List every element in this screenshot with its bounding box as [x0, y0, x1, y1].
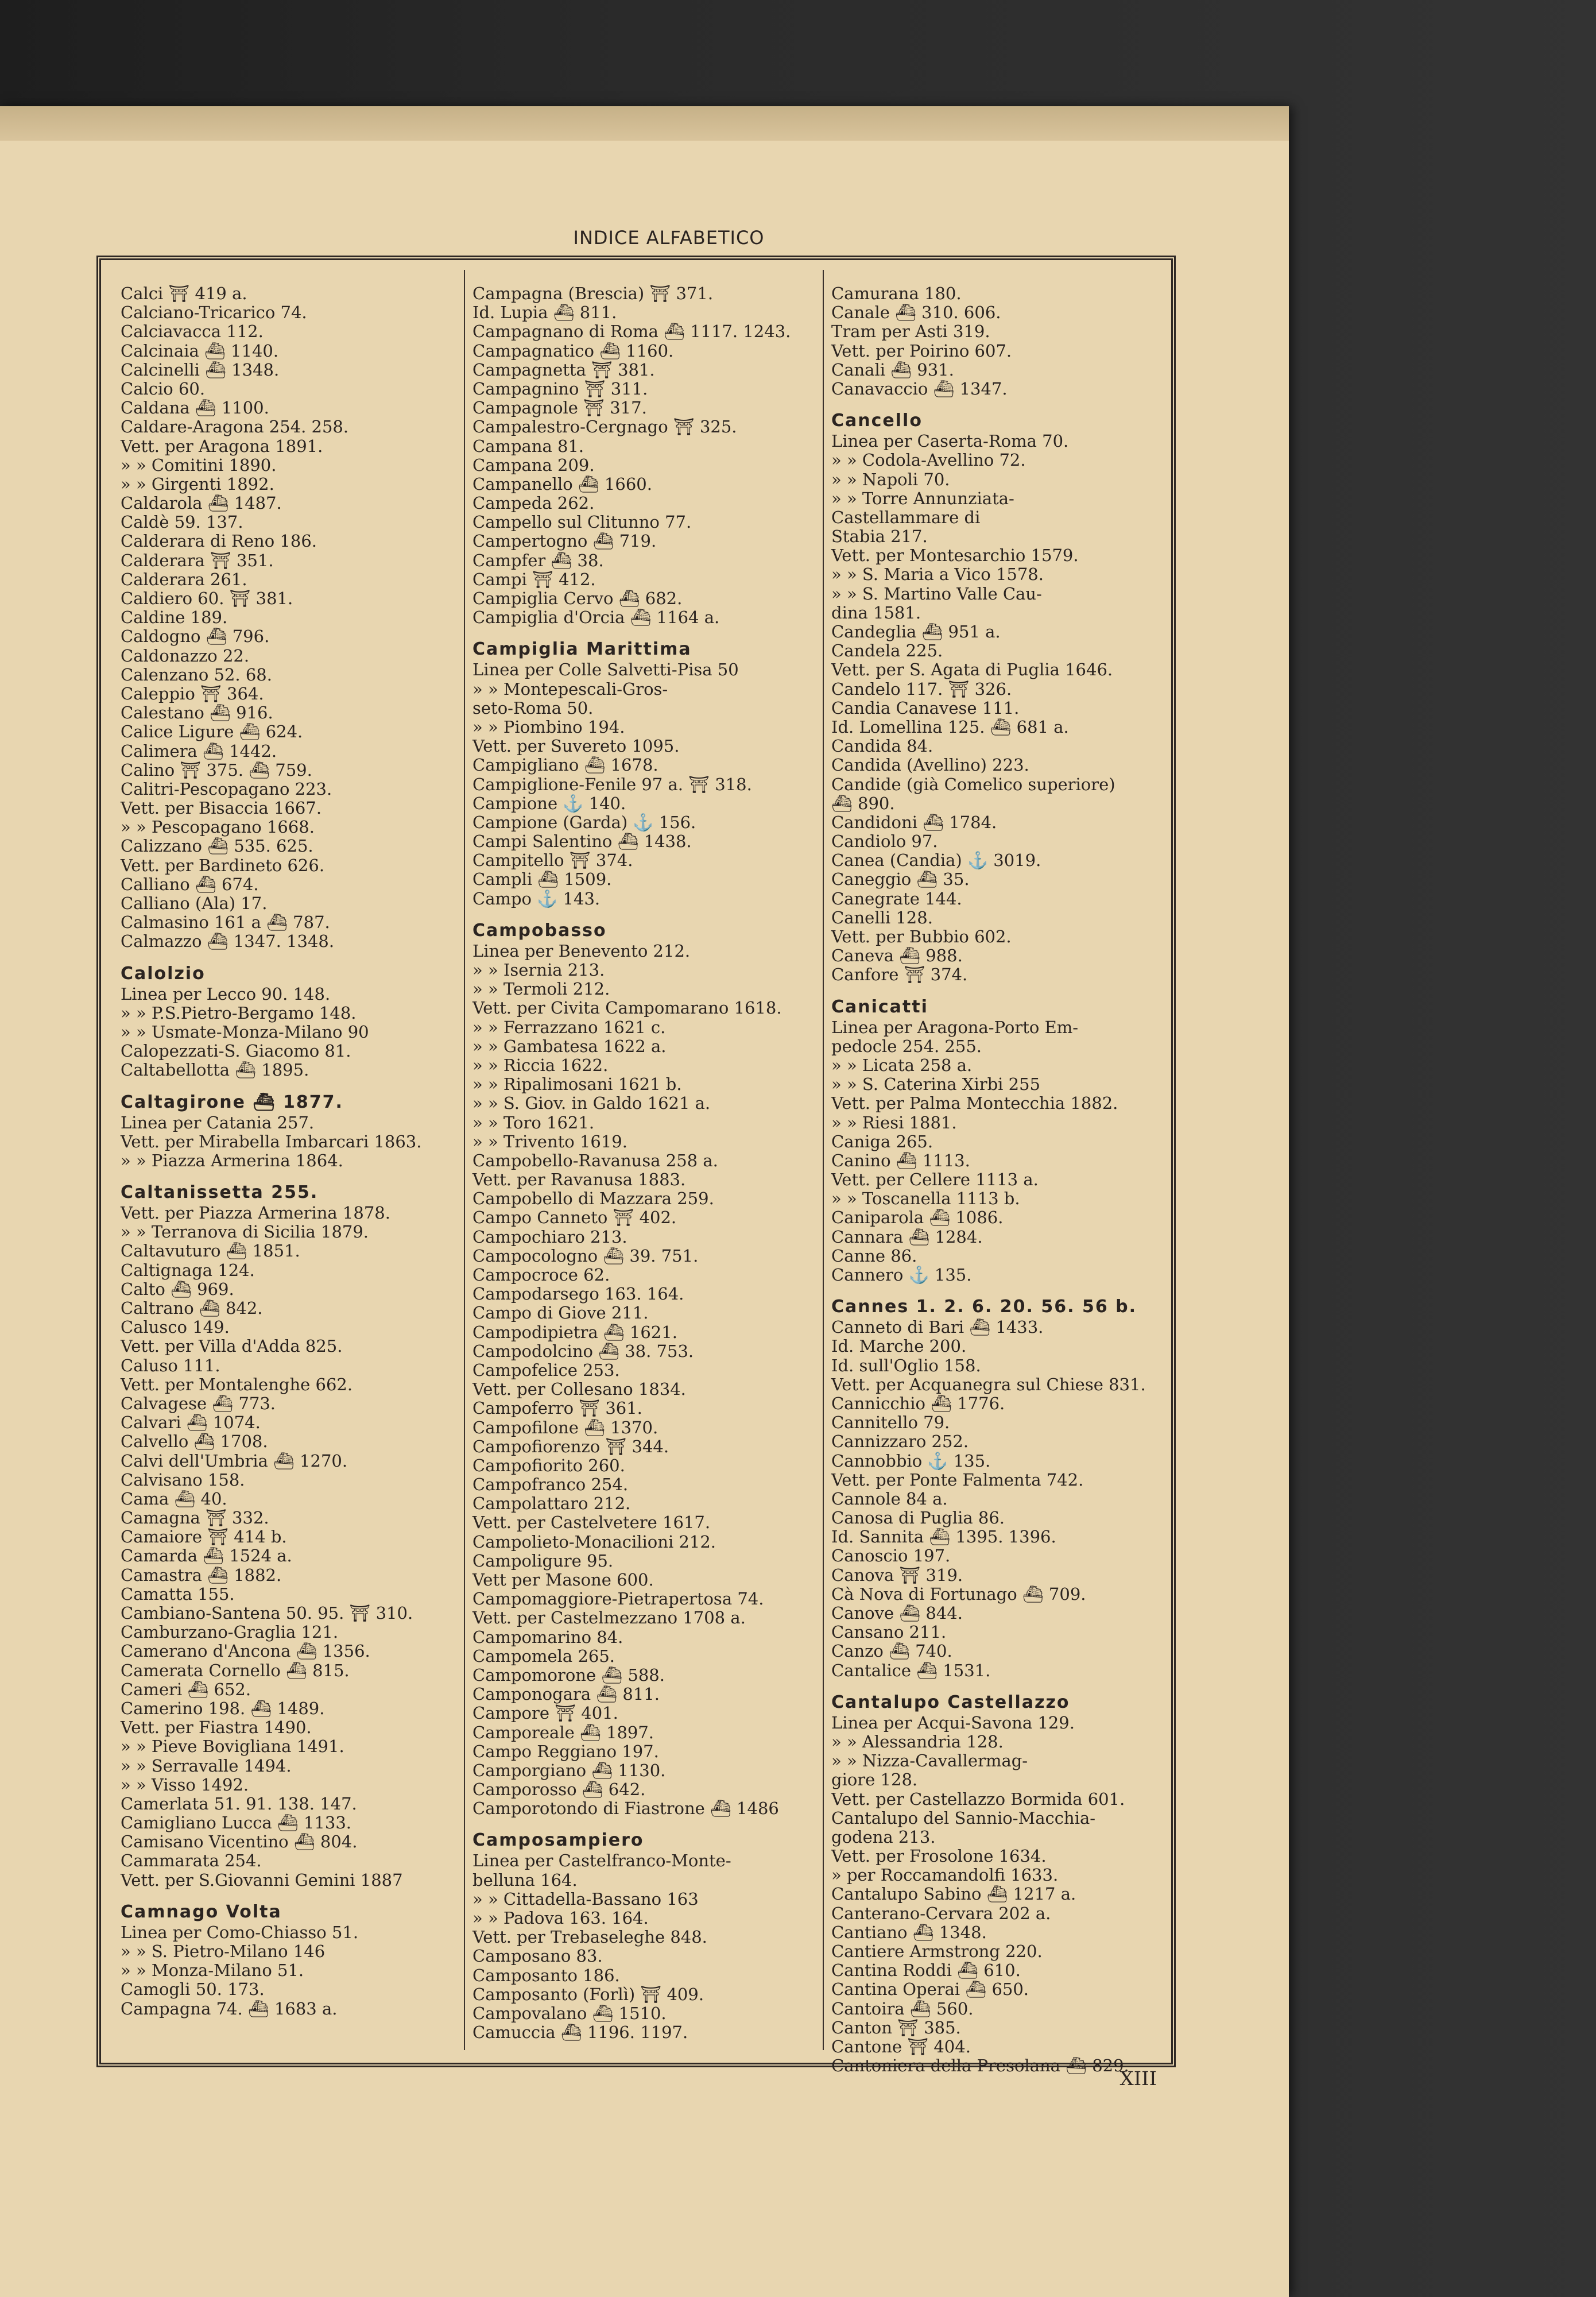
index-entry: Camposano 83.	[472, 1946, 603, 1966]
index-entry: Canosa di Puglia 86.	[831, 1508, 1005, 1528]
index-entry: Canelli 128.	[831, 907, 933, 927]
index-entry: seto-Roma 50.	[472, 698, 594, 718]
index-entry: Campi ⛩ 412.	[472, 569, 596, 589]
index-entry: » » Termoli 212.	[472, 979, 610, 999]
index-entry: » » Napoli 70.	[831, 469, 950, 489]
index-entry: Id. Sannita ⛴ 1395. 1396.	[831, 1527, 1056, 1547]
index-entry: Cameri ⛴ 652.	[121, 1679, 251, 1699]
index-entry: Cà Nova di Fortunago ⛴ 709.	[831, 1584, 1086, 1604]
index-entry: Caniga 265.	[831, 1131, 933, 1151]
index-entry: Camporeale ⛴ 1897.	[472, 1722, 654, 1742]
index-entry: Caldonazzo 22.	[121, 645, 250, 666]
index-entry: Campovalano ⛴ 1510.	[472, 2003, 667, 2023]
index-entry: Camurana 180.	[831, 284, 962, 303]
index-entry: Campofranco 254.	[472, 1475, 629, 1495]
index-entry: Campore ⛩ 401.	[472, 1703, 618, 1723]
index-entry: Cantone ⛩ 404.	[831, 2036, 971, 2056]
index-entry: » » Piazza Armerina 1864.	[121, 1150, 343, 1170]
index-entry: Calderara 261.	[121, 569, 247, 589]
index-entry: Vett. per Aragona 1891.	[121, 436, 323, 456]
index-entry: Vett. per Bardineto 626.	[121, 855, 325, 875]
index-entry: Vett per Masone 600.	[472, 1570, 654, 1590]
index-entry: Calderara ⛩ 351.	[121, 550, 274, 570]
index-entry: Campeda 262.	[472, 493, 595, 513]
index-column-3	[831, 284, 1167, 2076]
index-entry: Campocroce 62.	[472, 1265, 610, 1285]
index-entry: Vett. per Palma Montecchia 1882.	[831, 1093, 1118, 1113]
index-entry: Camporosso ⛴ 642.	[472, 1780, 646, 1800]
index-heading: Cannes 1. 2. 6. 20. 56. 56 b.	[831, 1297, 1137, 1317]
index-entry: Candela 225.	[831, 641, 943, 661]
index-entry: Camastra ⛴ 1882.	[121, 1565, 282, 1585]
index-heading: Camposampiero	[472, 1830, 644, 1851]
index-entry: » » Pescopagano 1668.	[121, 817, 315, 837]
index-entry: Campoligure 95.	[472, 1550, 614, 1571]
index-entry: Cantalupo del Sannio-Macchia-	[831, 1808, 1096, 1828]
index-entry: Camisano Vicentino ⛴ 804.	[121, 1832, 358, 1852]
index-entry: Canne 86.	[831, 1246, 917, 1266]
index-entry: Campiglia d'Orcia ⛴ 1164 a.	[472, 608, 720, 628]
index-entry: Campagna (Brescia) ⛩ 371.	[472, 284, 714, 303]
index-entry: Calderara di Reno 186.	[121, 531, 317, 551]
index-entry: Candidoni ⛴ 1784.	[831, 812, 997, 832]
index-entry: Candiolo 97.	[831, 832, 938, 852]
index-entry: Vett. per Civita Campomarano 1618.	[472, 998, 782, 1018]
index-entry: » » Padova 163. 164.	[472, 1908, 649, 1928]
index-entry: » » S. Pietro-Milano 146	[121, 1942, 326, 1961]
page-top-edge	[0, 106, 1289, 141]
index-entry: Canove ⛴ 844.	[831, 1603, 963, 1623]
index-entry: Canterano-Cervara 202 a.	[831, 1903, 1051, 1923]
index-entry: Calusco 149.	[121, 1317, 230, 1337]
index-entry: Cannizzaro 252.	[831, 1432, 969, 1452]
page-header: INDICE ALFABETICO	[573, 227, 765, 249]
index-entry: Calliano ⛴ 674.	[121, 874, 259, 894]
index-entry: » » Comitini 1890.	[121, 455, 277, 475]
index-entry: Vett. per Poirino 607.	[831, 341, 1012, 361]
index-entry: » » Gambatesa 1622 a.	[472, 1036, 667, 1056]
index-heading: Campiglia Marittima	[472, 639, 692, 660]
index-entry: Cantoira ⛴ 560.	[831, 1998, 974, 2018]
index-entry: Caltignaga 124.	[121, 1260, 255, 1280]
index-entry: Campocologno ⛴ 39. 751.	[472, 1246, 699, 1266]
index-entry: Cannole 84 a.	[831, 1488, 948, 1509]
index-entry: Camburzano-Graglia 121.	[121, 1622, 339, 1642]
index-entry: Cambiano-Santena 50. 95. ⛩ 310.	[121, 1603, 413, 1623]
index-entry: Candelo 117. ⛩ 326.	[831, 679, 1012, 699]
index-entry: Candia Canavese 111.	[831, 698, 1020, 718]
index-entry: Campofiorenzo ⛩ 344.	[472, 1436, 669, 1456]
index-entry: Linea per Acqui-Savona 129.	[831, 1712, 1075, 1733]
index-entry: Candida (Avellino) 223.	[831, 755, 1029, 775]
index-entry: Calopezzati-S. Giacomo 81.	[121, 1041, 351, 1061]
index-entry: Id. Lomellina 125. ⛴ 681 a.	[831, 717, 1069, 737]
index-column-2	[472, 284, 808, 2047]
index-entry: Cannara ⛴ 1284.	[831, 1227, 983, 1247]
index-entry: Calcio 60.	[121, 378, 206, 399]
index-entry: Campagnano di Roma ⛴ 1117. 1243.	[472, 322, 791, 342]
index-entry: Campagnole ⛩ 317.	[472, 398, 647, 418]
index-entry: Calciano-Tricarico 74.	[121, 303, 307, 323]
index-entry: Caniparola ⛴ 1086.	[831, 1208, 1004, 1228]
index-entry: Cantina Operai ⛴ 650.	[831, 1979, 1029, 2000]
index-entry: Caldine 189.	[121, 608, 228, 628]
index-entry: » » Monza-Milano 51.	[121, 1960, 304, 1981]
index-entry: » » Alessandria 128.	[831, 1731, 1004, 1751]
index-entry: Camagna ⛩ 332.	[121, 1508, 269, 1528]
index-entry: Campoferro ⛩ 361.	[472, 1398, 642, 1418]
index-entry: Campi Salentino ⛴ 1438.	[472, 832, 692, 852]
index-entry: Campione ⚓ 140.	[472, 793, 626, 813]
index-entry: Campobello di Mazzara 259.	[472, 1189, 714, 1209]
index-entry: » » S. Caterina Xirbi 255	[831, 1074, 1041, 1095]
index-entry: Camerata Cornello ⛴ 815.	[121, 1660, 350, 1680]
index-entry: Campione (Garda) ⚓ 156.	[472, 812, 696, 832]
index-entry: Calvisano 158.	[121, 1470, 245, 1490]
index-entry: Caldarola ⛴ 1487.	[121, 493, 282, 513]
index-entry: Linea per Colle Salvetti-Pisa 50	[472, 660, 739, 680]
index-entry: Vett. per Ponte Falmenta 742.	[831, 1470, 1084, 1490]
index-entry: Campo di Giove 211.	[472, 1303, 649, 1323]
index-entry: Campodarsego 163. 164.	[472, 1284, 684, 1304]
index-entry: Candeglia ⛴ 951 a.	[831, 622, 1001, 641]
index-entry: Campiglia Cervo ⛴ 682.	[472, 589, 683, 608]
index-entry: Cantoniera della Presolana ⛴ 829.	[831, 2056, 1129, 2076]
index-entry: Cama ⛴ 40.	[121, 1488, 227, 1509]
index-entry: Vett. per Mirabella Imbarcari 1863.	[121, 1131, 422, 1151]
index-entry: Castellammare di	[831, 507, 981, 527]
index-entry: Caneva ⛴ 988.	[831, 946, 963, 966]
index-entry: Linea per Como-Chiasso 51.	[121, 1922, 359, 1942]
index-entry: Campofilone ⛴ 1370.	[472, 1417, 658, 1437]
index-entry: Campalestro-Cergnago ⛩ 325.	[472, 417, 737, 437]
index-entry: Cannitello 79.	[831, 1413, 950, 1433]
column-divider-1	[464, 270, 465, 2050]
index-entry: Calitri-Pescopagano 223.	[121, 779, 332, 799]
index-entry: Calcinelli ⛴ 1348.	[121, 359, 280, 380]
index-entry: Cannicchio ⛴ 1776.	[831, 1393, 1005, 1413]
index-entry: ⛴ 890.	[831, 793, 895, 813]
index-entry: Campobello-Ravanusa 258 a.	[472, 1150, 718, 1170]
index-entry: Linea per Castelfranco-Monte-	[472, 1851, 731, 1871]
index-entry: Campitello ⛩ 374.	[472, 850, 633, 871]
index-entry: Caldare-Aragona 254. 258.	[121, 417, 349, 437]
index-entry: Canoscio 197.	[831, 1546, 951, 1566]
index-entry: » » Usmate-Monza-Milano 90	[121, 1022, 369, 1042]
index-entry: Calino ⛩ 375. ⛴ 759.	[121, 760, 312, 780]
index-entry: Cansano 211.	[831, 1622, 947, 1642]
index-entry: Vett. per Piazza Armerina 1878.	[121, 1203, 390, 1223]
index-entry: Vett. per Suvereto 1095.	[472, 736, 680, 756]
index-entry: belluna 164.	[472, 1870, 578, 1890]
index-entry: Canova ⛩ 319.	[831, 1565, 963, 1585]
index-entry: Candida 84.	[831, 736, 933, 756]
index-entry: Calto ⛴ 969.	[121, 1279, 234, 1299]
index-heading: Canicatti	[831, 996, 928, 1017]
index-entry: Id. Marche 200.	[831, 1336, 967, 1356]
index-entry: Cantalupo Sabino ⛴ 1217 a.	[831, 1884, 1076, 1904]
index-entry: Vett. per Montesarchio 1579.	[831, 546, 1079, 566]
index-entry: Campagnino ⛩ 311.	[472, 378, 648, 399]
index-entry: Vett. per Collesano 1834.	[472, 1379, 686, 1399]
index-entry: Campfer ⛴ 38.	[472, 550, 604, 570]
index-heading: Calolzio	[121, 963, 206, 984]
index-entry: » » Terranova di Sicilia 1879.	[121, 1222, 369, 1242]
index-entry: Canzo ⛴ 740.	[831, 1641, 952, 1661]
index-entry: Campello sul Clitunno 77.	[472, 512, 692, 532]
index-entry: Campochiaro 213.	[472, 1227, 627, 1247]
index-entry: Vett. per Acquanegra sul Chiese 831.	[831, 1374, 1146, 1394]
index-entry: Caldiero 60. ⛩ 381.	[121, 589, 293, 608]
index-entry: pedocle 254. 255.	[831, 1036, 982, 1056]
index-entry: Campomarino 84.	[472, 1627, 623, 1647]
index-entry: Campomaggiore-Pietrapertosa 74.	[472, 1589, 764, 1609]
index-entry: Campomorone ⛴ 588.	[472, 1665, 665, 1685]
index-entry: Linea per Aragona-Porto Em-	[831, 1017, 1079, 1037]
index-entry: Campagna 74. ⛴ 1683 a.	[121, 1998, 338, 2018]
index-entry: Vett. per Castelvetere 1617.	[472, 1513, 711, 1533]
index-entry: Candide (già Comelico superiore)	[831, 774, 1115, 794]
index-entry: Caldogno ⛴ 796.	[121, 627, 270, 647]
index-entry: Camuccia ⛴ 1196. 1197.	[472, 2023, 688, 2043]
page-number: XIII	[1119, 2067, 1157, 2090]
index-entry: godena 213.	[831, 1827, 936, 1847]
index-entry: » » Riesi 1881.	[831, 1112, 957, 1132]
index-entry: Canneto di Bari ⛴ 1433.	[831, 1317, 1044, 1337]
index-entry: Vett. per S. Agata di Puglia 1646.	[831, 660, 1113, 680]
index-entry: Calvi dell'Umbria ⛴ 1270.	[121, 1451, 348, 1471]
index-entry: Calci ⛩ 419 a.	[121, 284, 247, 303]
index-entry: » » Montepescali-Gros-	[472, 679, 668, 699]
index-entry: Camporgiano ⛴ 1130.	[472, 1760, 666, 1780]
index-entry: Calizzano ⛴ 535. 625.	[121, 836, 313, 856]
index-entry: Canavaccio ⛴ 1347.	[831, 378, 1008, 399]
index-entry: Camposanto (Forlì) ⛩ 409.	[472, 1984, 704, 2004]
index-entry: Canfore ⛩ 374.	[831, 965, 968, 985]
index-entry: » » Torre Annunziata-	[831, 488, 1014, 508]
index-heading: Caltanissetta 255.	[121, 1182, 319, 1203]
index-heading: Caltagirone ⛴ 1877.	[121, 1092, 343, 1112]
index-entry: Vett. per Villa d'Adda 825.	[121, 1336, 343, 1356]
index-entry: Caltrano ⛴ 842.	[121, 1298, 263, 1318]
index-entry: Campolattaro 212.	[472, 1494, 631, 1514]
index-entry: Calmasino 161 a ⛴ 787.	[121, 912, 330, 933]
index-entry: Camerino 198. ⛴ 1489.	[121, 1698, 325, 1718]
index-entry: Cantiano ⛴ 1348.	[831, 1922, 987, 1942]
index-entry: Vett. per Fiastra 1490.	[121, 1718, 312, 1738]
index-entry: Calestano ⛴ 916.	[121, 703, 273, 723]
index-entry: » » Toscanella 1113 b.	[831, 1189, 1020, 1209]
index-entry: » » Licata 258 a.	[831, 1055, 973, 1075]
index-entry: » » Toro 1621.	[472, 1112, 595, 1132]
index-entry: Campofelice 253.	[472, 1360, 620, 1380]
index-entry: Calliano (Ala) 17.	[121, 894, 268, 913]
index-entry: Vett. per Bubbio 602.	[831, 927, 1012, 946]
index-entry: Canali ⛴ 931.	[831, 359, 954, 380]
index-entry: Id. Lupia ⛴ 811.	[472, 303, 617, 323]
index-entry: Cantiere Armstrong 220.	[831, 1942, 1043, 1961]
index-entry: Linea per Benevento 212.	[472, 941, 691, 961]
index-entry: » » P.S.Pietro-Bergamo 148.	[121, 1003, 357, 1023]
index-entry: Campodolcino ⛴ 38. 753.	[472, 1341, 694, 1361]
index-entry: » » S. Martino Valle Cau-	[831, 583, 1042, 604]
index-entry: » » Visso 1492.	[121, 1774, 249, 1795]
index-entry: Camigliano Lucca ⛴ 1133.	[121, 1813, 351, 1833]
index-entry: Cannobbio ⚓ 135.	[831, 1451, 991, 1471]
index-entry: Canino ⛴ 1113.	[831, 1150, 970, 1170]
index-entry: » » S. Maria a Vico 1578.	[831, 564, 1044, 585]
index-entry: Caltavuturo ⛴ 1851.	[121, 1241, 300, 1261]
index-entry: » » Ferrazzano 1621 c.	[472, 1017, 666, 1037]
index-entry: » » Trivento 1619.	[472, 1131, 627, 1151]
index-entry: Calvello ⛴ 1708.	[121, 1432, 268, 1452]
index-entry: Campagnatico ⛴ 1160.	[472, 341, 674, 361]
index-entry: Vett. per Frosolone 1634.	[831, 1846, 1047, 1866]
index-heading: Cantalupo Castellazzo	[831, 1692, 1070, 1712]
index-entry: Camponogara ⛴ 811.	[472, 1684, 660, 1704]
index-entry: Vett. per Castelmezzano 1708 a.	[472, 1608, 746, 1628]
index-heading: Camnago Volta	[121, 1901, 282, 1922]
index-entry: Camporotondo di Fiastrone ⛴ 1486	[472, 1799, 779, 1819]
index-entry: dina 1581.	[831, 602, 921, 622]
index-entry: Camerlata 51. 91. 138. 147.	[121, 1793, 357, 1813]
index-entry: Vett. per Castellazzo Bormida 601.	[831, 1789, 1125, 1809]
index-entry: Vett. per Ravanusa 1883.	[472, 1170, 686, 1190]
index-entry: Campigliano ⛴ 1678.	[472, 755, 658, 775]
index-entry: Caldana ⛴ 1100.	[121, 398, 269, 418]
index-entry: Camatta 155.	[121, 1584, 235, 1604]
index-entry: Calice Ligure ⛴ 624.	[121, 722, 303, 742]
index-entry: Campolieto-Monacilioni 212.	[472, 1532, 716, 1552]
index-entry: Canale ⛴ 310. 606.	[831, 303, 1001, 323]
index-entry: Camposanto 186.	[472, 1965, 620, 1985]
index-entry: Caldè 59. 137.	[121, 512, 243, 532]
index-entry: Id. sull'Oglio 158.	[831, 1355, 981, 1375]
index-entry: Calimera ⛴ 1442.	[121, 741, 277, 761]
index-entry: Calvari ⛴ 1074.	[121, 1413, 261, 1433]
index-entry: » » Cittadella-Bassano 163	[472, 1889, 699, 1909]
index-entry: Vett. per S.Giovanni Gemini 1887	[121, 1870, 403, 1890]
index-entry: Canton ⛩ 385.	[831, 2017, 961, 2037]
index-entry: Stabia 217.	[831, 527, 928, 547]
index-entry: Campiglione-Fenile 97 a. ⛩ 318.	[472, 774, 752, 794]
index-entry: » » Nizza-Cavallermag-	[831, 1751, 1028, 1771]
column-divider-2	[823, 270, 824, 2050]
index-entry: » » Pieve Bovigliana 1491.	[121, 1737, 344, 1757]
index-entry: Campertogno ⛴ 719.	[472, 531, 657, 551]
index-entry: Campodipietra ⛴ 1621.	[472, 1322, 677, 1342]
index-entry: Calcinaia ⛴ 1140.	[121, 341, 279, 361]
index-entry: Calmazzo ⛴ 1347. 1348.	[121, 931, 335, 952]
index-entry: Cantalice ⛴ 1531.	[831, 1660, 991, 1680]
index-entry: Campagnetta ⛩ 381.	[472, 359, 655, 380]
index-entry: Cannero ⚓ 135.	[831, 1265, 972, 1285]
index-entry: » » Girgenti 1892.	[121, 474, 274, 494]
index-entry: » » Piombino 194.	[472, 717, 625, 737]
index-entry: Campo ⚓ 143.	[472, 888, 601, 908]
index-entry: » » Ripalimosani 1621 b.	[472, 1074, 682, 1095]
index-entry: Camaiore ⛩ 414 b.	[121, 1527, 287, 1547]
index-entry: Calciavacca 112.	[121, 322, 264, 342]
index-entry: Linea per Lecco 90. 148.	[121, 984, 331, 1004]
index-entry: Tram per Asti 319.	[831, 322, 990, 342]
index-heading: Campobasso	[472, 920, 607, 941]
index-entry: Camogli 50. 173.	[121, 1979, 265, 2000]
index-entry: » per Roccamandolfi 1633.	[831, 1865, 1059, 1885]
index-entry: Camerano d'Ancona ⛴ 1356.	[121, 1641, 370, 1661]
index-entry: Vett. per Cellere 1113 a.	[831, 1170, 1039, 1190]
index-entry: Camarda ⛴ 1524 a.	[121, 1546, 292, 1566]
index-entry: Calenzano 52. 68.	[121, 664, 272, 685]
index-entry: Calvagese ⛴ 773.	[121, 1393, 276, 1413]
index-entry: Canea (Candia) ⚓ 3019.	[831, 850, 1041, 871]
index-entry: Linea per Caserta-Roma 70.	[831, 431, 1069, 451]
index-entry: Caleppio ⛩ 364.	[121, 683, 264, 703]
index-entry: » » Isernia 213.	[472, 960, 605, 980]
index-entry: Cantina Roddi ⛴ 610.	[831, 1960, 1021, 1981]
index-entry: Campli ⛴ 1509.	[472, 869, 612, 890]
index-entry: Vett. per Trebaseleghe 848.	[472, 1927, 707, 1947]
index-entry: » » Serravalle 1494.	[121, 1755, 292, 1776]
index-entry: Campo Canneto ⛩ 402.	[472, 1208, 677, 1228]
index-entry: Campomela 265.	[472, 1646, 615, 1666]
index-entry: » » S. Giov. in Galdo 1621 a.	[472, 1093, 711, 1113]
index-entry: giore 128.	[831, 1770, 918, 1790]
index-entry: » » Codola-Avellino 72.	[831, 450, 1026, 470]
index-heading: Cancello	[831, 411, 923, 431]
index-entry: Canegrate 144.	[831, 888, 962, 908]
index-entry: Cammarata 254.	[121, 1851, 262, 1871]
index-entry: Caluso 111.	[121, 1355, 220, 1375]
index-entry: Vett. per Bisaccia 1667.	[121, 798, 322, 818]
index-entry: Campofiorito 260.	[472, 1455, 625, 1475]
index-entry: Caneggio ⛴ 35.	[831, 869, 970, 890]
index-entry: Linea per Catania 257.	[121, 1112, 315, 1132]
index-entry: » » Riccia 1622.	[472, 1055, 609, 1075]
index-entry: Caltabellotta ⛴ 1895.	[121, 1060, 309, 1080]
index-entry: Vett. per Montalenghe 662.	[121, 1374, 353, 1394]
index-entry: Campo Reggiano 197.	[472, 1741, 659, 1761]
index-column-1	[121, 284, 456, 2047]
index-entry: Campana 209.	[472, 455, 595, 475]
index-entry: Campana 81.	[472, 436, 584, 456]
index-entry: Campanello ⛴ 1660.	[472, 474, 652, 494]
